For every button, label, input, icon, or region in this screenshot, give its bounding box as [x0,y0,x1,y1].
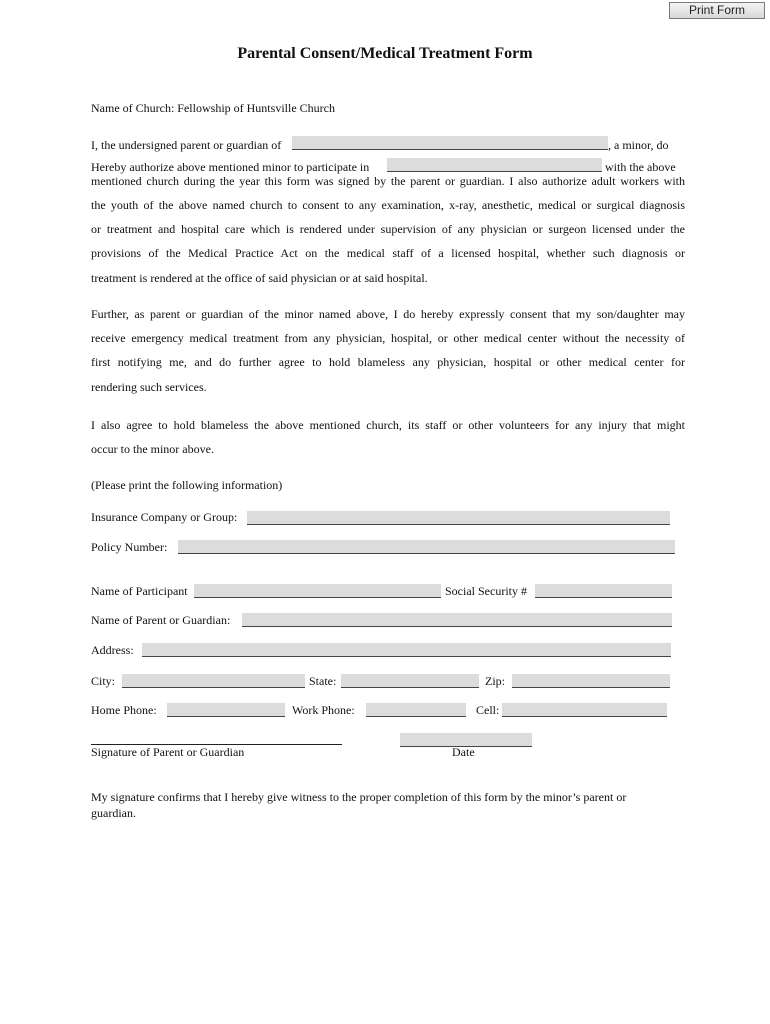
print-info-note: (Please print the following information) [91,478,283,492]
ssn-field[interactable] [535,584,672,598]
activity-field[interactable] [387,158,602,172]
date-label: Date [452,745,475,759]
consent-line-7: treatment is rendered at the office of said physician or at said hospital. [91,271,428,285]
address-label: Address: [91,643,134,657]
further-line-2: receive emergency medical treatment from any physician, hospital, or other medical center without the necessity of [91,331,685,345]
home-phone-label: Home Phone: [91,703,157,717]
address-field[interactable] [142,643,671,657]
parent-label: Name of Parent or Guardian: [91,613,231,627]
further-line-1: Further, as parent or guardian of the minor named above, I do hereby expressly consent that my son/daughter may [91,307,685,321]
witness-line-1: My signature confirms that I hereby give witness to the proper completion of this form by the minor’s parent or [91,790,627,804]
consent-line-1b: , a minor, do [608,138,669,152]
insurance-field[interactable] [247,511,670,525]
work-phone-field[interactable] [366,703,466,717]
zip-field[interactable] [512,674,670,688]
minor-name-field[interactable] [292,136,608,150]
consent-line-2b: with the above [605,160,676,174]
city-label: City: [91,674,116,688]
insurance-label: Insurance Company or Group: [91,510,238,524]
further-line-4: rendering such services. [91,380,207,394]
cell-phone-field[interactable] [502,703,667,717]
consent-line-6: provisions of the Medical Practice Act on the medical staff of a licensed hospital, whether such diagnosis or [91,246,685,260]
agree-line-1: I also agree to hold blameless the above mentioned church, its staff or other volunteers for any injury that might [91,418,685,432]
signature-label: Signature of Parent or Guardian [91,745,245,759]
policy-label: Policy Number: [91,540,168,554]
participant-label: Name of Participant [91,584,188,598]
ssn-label: Social Security # [445,584,527,598]
consent-line-3: mentioned church during the year this form was signed by the parent or guardian. I also authorize adult workers with [91,174,685,188]
further-line-3: first notifying me, and do further agree to hold blameless any physician, hospital or other medical center for [91,355,685,369]
zip-label: Zip: [485,674,505,688]
print-form-button[interactable]: Print Form [669,2,765,19]
parent-name-field[interactable] [242,613,672,627]
consent-line-5: or treatment and hospital care which is rendered under supervision of any physician or surgeon licensed under the [91,222,685,236]
witness-line-2: guardian. [91,806,136,820]
state-field[interactable] [341,674,479,688]
cell-label: Cell: [476,703,500,717]
work-phone-label: Work Phone: [292,703,355,717]
consent-line-4: the youth of the above named church to consent to any examination, x-ray, anesthetic, medical or surgical diagnosis [91,198,685,212]
city-field[interactable] [122,674,305,688]
policy-number-field[interactable] [178,540,675,554]
consent-line-2a: Hereby authorize above mentioned minor to participate in [91,160,370,174]
agree-line-2: occur to the minor above. [91,442,214,456]
home-phone-field[interactable] [167,703,285,717]
consent-line-1a: I, the undersigned parent or guardian of [91,138,282,152]
state-label: State: [309,674,337,688]
page-title: Parental Consent/Medical Treatment Form [237,45,533,62]
church-name: Name of Church: Fellowship of Huntsville Church [91,101,335,115]
participant-name-field[interactable] [194,584,441,598]
